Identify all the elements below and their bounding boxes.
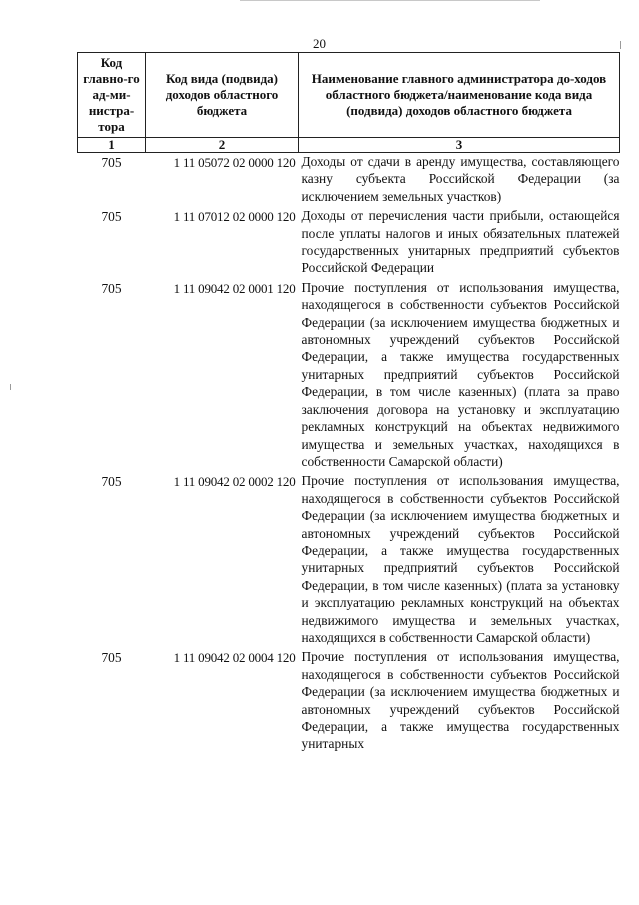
page-number: 20 (313, 36, 326, 51)
revenue-name-cell: Прочие поступления от использования имущества, находящегося в собственности субъектов Российской Федерации (за исключением имущества бюджетных и автономных учреждений субъектов Российской Федерации, а также имущества государственных унитарных (301, 649, 620, 752)
admin-code-cell: 705 (101, 155, 122, 170)
table-row (78, 279, 620, 472)
admin-code-cell: 705 (101, 280, 122, 296)
header-admin-code: Код главно-го ад-ми-нистра-тора (78, 53, 146, 138)
column-number: 2 (146, 138, 299, 153)
scan-artifact (240, 0, 540, 1)
revenue-code-cell: 1 11 07012 02 0000 120 (173, 209, 296, 225)
admin-code-cell: 705 (101, 209, 122, 225)
revenue-code-cell: 1 11 09042 02 0004 120 (173, 650, 296, 666)
column-number: 1 (78, 138, 146, 153)
header-name: Наименование главного администратора до-ходов областного бюджета/наименование кода вида (подвида) доходов областного бюджета (299, 53, 620, 138)
table-row (78, 153, 620, 208)
admin-code-cell: 705 (101, 650, 122, 666)
admin-code-cell: 705 (101, 474, 122, 490)
header-revenue-code: Код вида (подвида) доходов областного бюджета (146, 53, 299, 138)
table-row (78, 472, 620, 648)
revenue-code-cell: 1 11 09042 02 0002 120 (173, 474, 296, 490)
column-number: 3 (299, 138, 620, 153)
scan-artifact (620, 41, 621, 49)
revenue-name-cell: Прочие поступления от использования имущества, находящегося в собственности субъектов Российской Федерации (за исключением имущества бюджетных и автономных учреждений субъектов Российской Федерации, а также имущества государственных унитарных предприятий субъектов Российской Федерации, в том числе казенных) (плата за установку и эксплуатацию рекламных конструкций на объектах недвижимого имущества и земельных участках, находящихся в собственности Самарской области) (301, 473, 620, 645)
table-body (78, 153, 620, 755)
revenue-name-cell: Прочие поступления от использования имущества, находящегося в собственности субъектов Российской Федерации (за исключением имущества бюджетных и автономных учреждений субъектов Российской Федерации, а также имущества государственных унитарных предприятий субъектов Российской Федерации, в том числе казенных) (плата за право заключения договора на установку и эксплуатацию рекламных конструкций на объектах недвижимого имущества и земельных участках, находящихся в собственности Самарской области) (301, 279, 620, 469)
revenue-code-table (77, 52, 620, 755)
revenue-name-cell: Доходы от сдачи в аренду имущества, составляющего казну субъекта Российской Федерации (за исключением земельных участков) (301, 154, 620, 204)
revenue-code-cell: 1 11 05072 02 0000 120 (173, 155, 296, 170)
table-row (78, 207, 620, 279)
revenue-code-cell: 1 11 09042 02 0001 120 (173, 280, 296, 296)
table-header (78, 53, 620, 153)
revenue-name-cell: Доходы от перечисления части прибыли, остающейся после уплаты налогов и иных обязательных платежей государственных унитарных предприятий субъектов Российской Федерации (301, 208, 620, 276)
table-row (78, 648, 620, 754)
scan-artifact (10, 384, 11, 390)
